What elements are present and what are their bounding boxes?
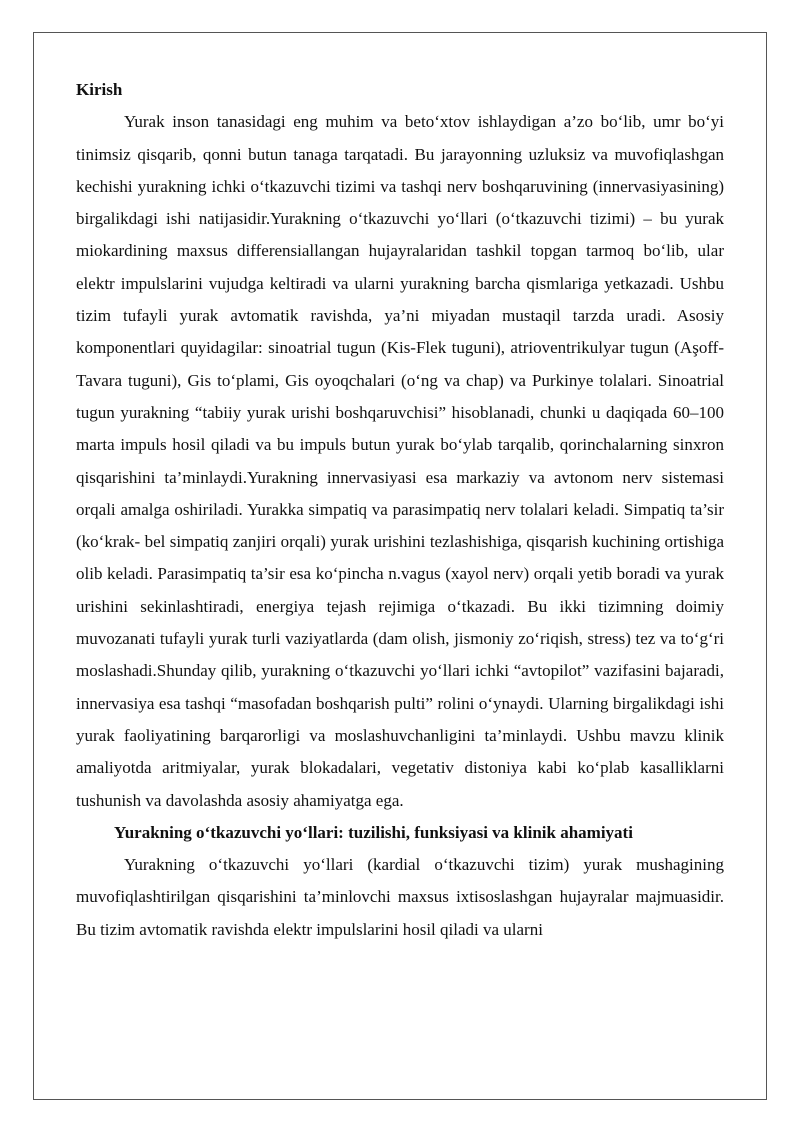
section-heading: Yurakning o‘tkazuvchi yo‘llari: tuzilishi, funksiyasi va klinik ahamiyati (114, 822, 633, 842)
intro-heading: Kirish (76, 80, 123, 99)
section-paragraph: Yurakning o‘tkazuvchi yo‘llari (kardial o‘tkazuvchi tizim) yurak mushagining muvofiqlashtirilgan qisqarishini ta’minlovchi maxsus ixtisoslashgan hujayralar majmuasidir. Bu tizim avtomatik ravishda elektr impulslarini hosil qiladi va ularni (76, 855, 724, 939)
intro-paragraph: Yurak inson tanasidagi eng muhim va beto‘xtov ishlaydigan a’zo bo‘lib, umr bo‘yi tinimsiz qisqarib, qonni butun tanaga tarqatadi. Bu jarayonning uzluksiz va muvofiqlashgan kechishi yurakning ichki o‘tkazuvchi tizimi va tashqi nerv boshqaruvining (innervasiyasining) birgalikdagi ishi natijasidir.Yurakning o‘tkazuvchi yo‘llari (o‘tkazuvchi tizimi) – bu yurak miokardining maxsus differensiallangan hujayralaridan tashkil topgan tarmoq bo‘lib, ular elektr impulslarini vujudga keltiradi va ularni yurakning barcha qismlariga yetkazadi. Ushbu tizim tufayli yurak avtomatik ravishda, ya’ni miyadan mustaqil tarzda uradi. Asosiy komponentlari quyidagilar: sinoatrial tugun (Kis-Flek tuguni), atrioventrikulyar tugun (Aşoff-Tavara tuguni), Gis to‘plami, Gis oyoqchalari (o‘ng va chap) va Purkinye tolalari. Sinoatrial tugun yurakning “tabiiy yurak urishi boshqaruvchisi” hisoblanadi, chunki u daqiqada 60–100 marta impuls hosil qiladi va bu impuls butun yurak bo‘ylab tarqalib, qorinchalarning sinxron qisqarishini ta’minlaydi.Yurakning innervasiyasi esa markaziy va avtonom nerv sistemasi orqali amalga oshiriladi. Yurakka simpatiq va parasimpatiq nerv tolalari keladi. Simpatiq ta’sir (ko‘krak- bel simpatiq zanjiri orqali) yurak urishini tezlashishiga, qisqarish kuchining ortishiga olib keladi. Parasimpatiq ta’sir esa ko‘pincha n.vagus (xayol nerv) orqali yetib boradi va yurak urishini sekinlashtiradi, energiya tejash rejimiga o‘tkazadi. Bu ikki tizimning doimiy muvozanati tufayli yurak turli vaziyatlarda (dam olish, jismoniy zo‘riqish, stress) tez va to‘g‘ri moslashadi.Shunday qilib, yurakning o‘tkazuvchi yo‘llari ichki “avtopilot” vazifasini bajaradi, innervasiya esa tashqi “masofadan boshqarish pulti” rolini o‘ynaydi. Ularning birgalikdagi ishi yurak faoliyatining barqarorligi va moslashuvchanligini ta’minlaydi. Ushbu mavzu klinik amaliyotda aritmiyalar, yurak blokadalari, vegetativ distoniya kabi ko‘plab kasalliklarni tushunish va davolashda asosiy ahamiyatga ega. (76, 112, 724, 810)
document-body (76, 74, 724, 946)
